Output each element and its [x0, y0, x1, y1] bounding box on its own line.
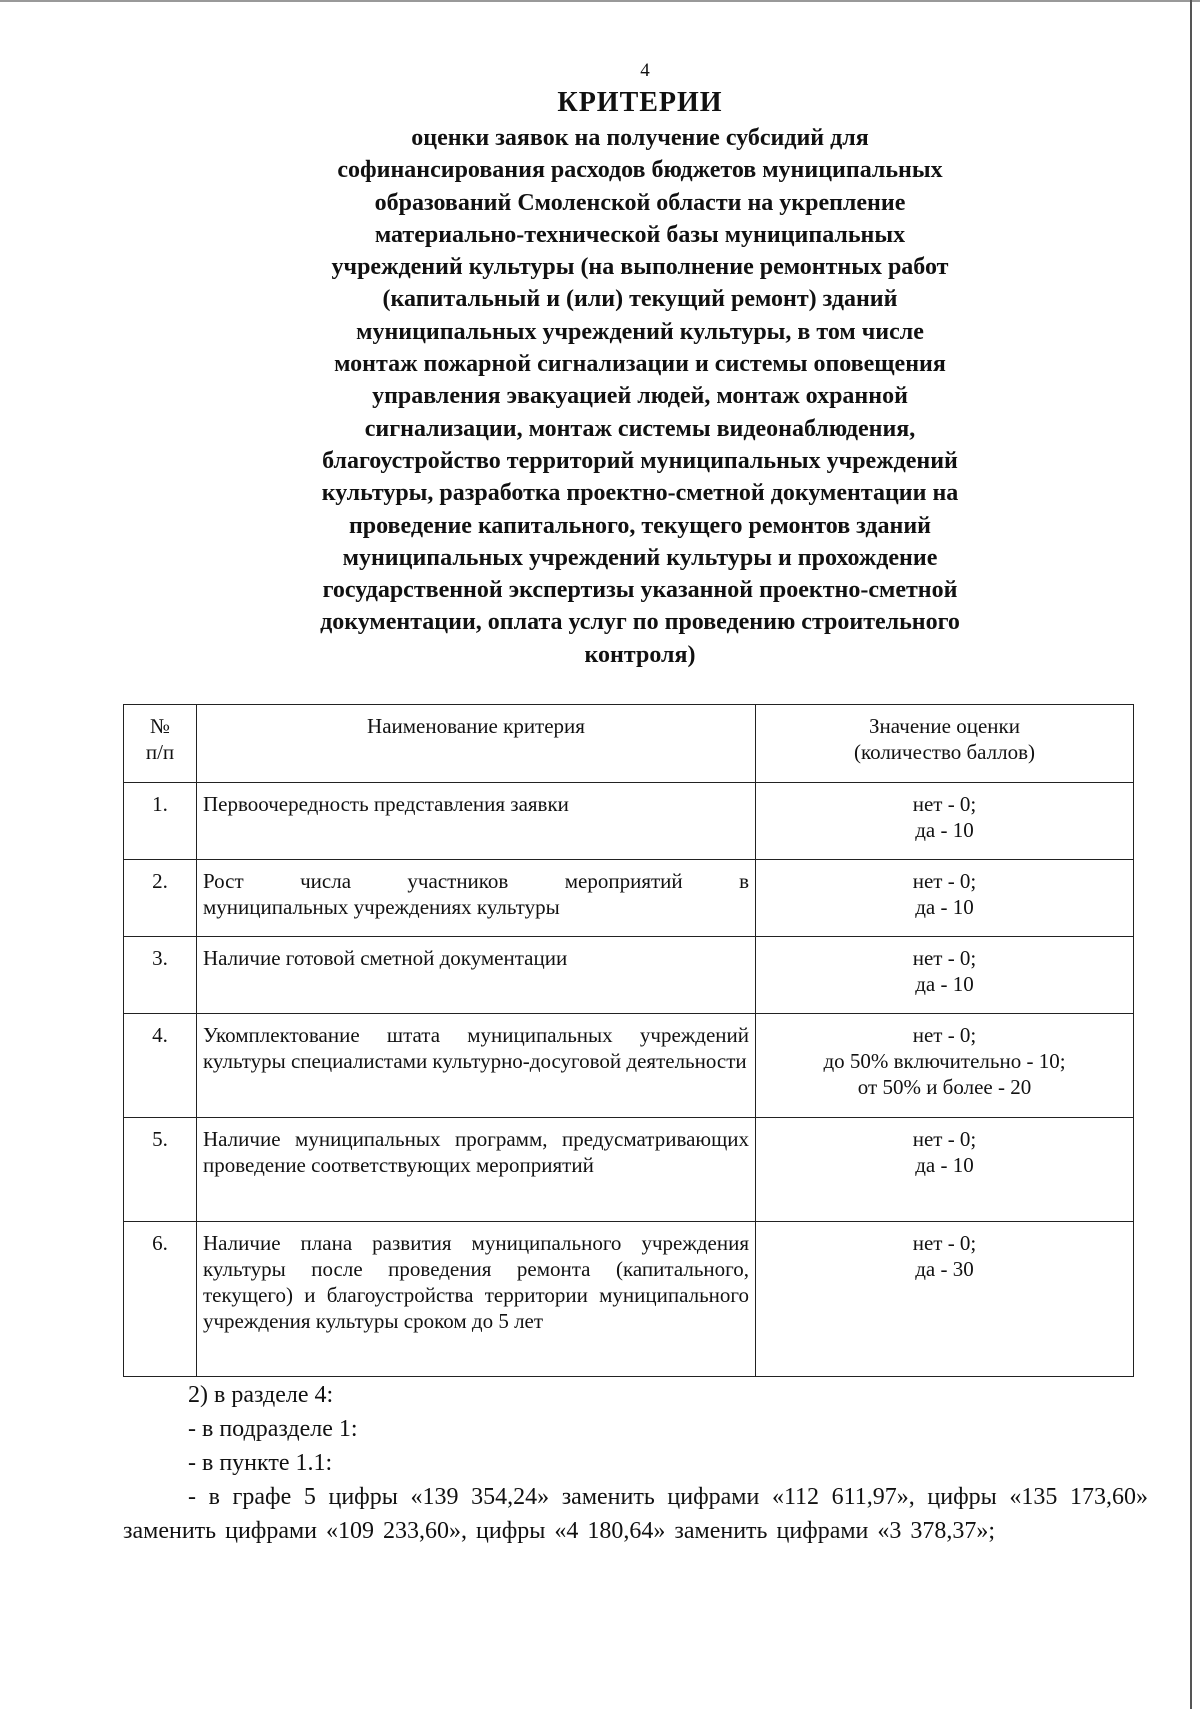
subtitle-line: оценки заявок на получение субсидий для — [411, 125, 869, 151]
header-score-value — [756, 705, 1134, 783]
score-value — [756, 937, 1134, 1014]
scan-right-edge — [1190, 0, 1192, 1709]
header-number — [124, 705, 197, 783]
document-title: КРИТЕРИИ — [557, 87, 723, 118]
header-criterion-name: Наименование критерия — [197, 705, 756, 783]
score-line: от 50% и более - 20 — [857, 1075, 1032, 1099]
criterion-name: Наличие готовой сметной документации — [197, 937, 756, 1014]
criterion-name-line: Рост числа участников мероприятий в — [203, 869, 749, 893]
amendment-line: - в подразделе 1: — [188, 1416, 358, 1442]
subtitle-line: софинансирования расходов бюджетов муниципальных — [337, 157, 943, 184]
table-row — [124, 783, 1134, 860]
criterion-name — [197, 860, 756, 937]
header-value-line1: Значение оценки — [869, 714, 1020, 738]
subtitle-line: проведение капитального, текущего ремонтов зданий — [348, 512, 932, 539]
table-row — [124, 937, 1134, 1014]
subtitle-line: образований Смоленской области на укрепление — [374, 189, 906, 216]
score-value — [756, 1222, 1134, 1377]
subtitle-line: сигнализации, монтаж системы видеонаблюдения, — [364, 415, 916, 442]
score-value — [756, 860, 1134, 937]
header-number-line1: № — [149, 714, 171, 738]
criterion-name: Первоочередность представления заявки — [197, 783, 756, 860]
criteria-table — [123, 704, 1134, 1377]
table-row — [124, 1014, 1134, 1118]
score-line: нет - 0; — [912, 1023, 977, 1047]
subtitle-line: культуры, разработка проектно-сметной документации на — [321, 480, 959, 507]
score-line: нет - 0; — [912, 946, 977, 970]
subtitle-line: контроля) — [584, 641, 696, 668]
scan-top-edge — [0, 0, 1200, 2]
table-row — [124, 1118, 1134, 1222]
table-header-row — [124, 705, 1134, 783]
row-number: 2. — [124, 860, 197, 937]
score-line: да - 10 — [915, 895, 974, 919]
score-line: нет - 0; — [912, 869, 977, 893]
subtitle-line: учреждений культуры (на выполнение ремонтных работ — [331, 254, 949, 281]
score-value — [756, 783, 1134, 860]
row-number: 5. — [124, 1118, 197, 1222]
score-line: да - 30 — [915, 1257, 974, 1281]
document-title-block — [250, 84, 1030, 671]
row-number: 3. — [124, 937, 197, 1014]
amendment-line: 2) в разделе 4: — [188, 1382, 334, 1408]
subtitle-line: документации, оплата услуг по проведению строительного — [320, 609, 960, 636]
criterion-name-line: муниципальных учреждениях культуры — [203, 895, 560, 919]
row-number: 6. — [124, 1222, 197, 1377]
amendment-paragraph: - в графе 5 цифры «139 354,24» заменить цифрами «112 611,97», цифры «135 173,60» заменить цифрами «109 233,60», цифры «4 180,64» заменить цифрами «3 378,37»; — [123, 1484, 1148, 1544]
subtitle-line: государственной экспертизы указанной проектно-сметной — [322, 577, 958, 604]
page-number: 4 — [640, 60, 650, 81]
subtitle-line: муниципальных учреждений культуры, в том числе — [356, 318, 924, 345]
amendments-section — [123, 1378, 1148, 1548]
subtitle-line: муниципальных учреждений культуры и прохождение — [342, 544, 938, 571]
score-line: да - 10 — [915, 972, 974, 996]
table-row — [124, 1222, 1134, 1377]
criterion-name: Наличие муниципальных программ, предусматривающих проведение соответствующих мероприятий — [197, 1118, 756, 1222]
score-line: да - 10 — [915, 1153, 974, 1177]
subtitle-line: управления эвакуацией людей, монтаж охранной — [372, 383, 908, 410]
score-line: нет - 0; — [912, 792, 977, 816]
score-value — [756, 1118, 1134, 1222]
header-number-line2: п/п — [145, 740, 175, 764]
subtitle-line: благоустройство территорий муниципальных учреждений — [322, 447, 958, 474]
subtitle-line: монтаж пожарной сигнализации и системы оповещения — [334, 351, 946, 378]
score-value — [756, 1014, 1134, 1118]
row-number: 4. — [124, 1014, 197, 1118]
subtitle-line: материально-технической базы муниципальных — [374, 221, 906, 248]
criterion-name: Наличие плана развития муниципального учреждения культуры после проведения ремонта (капитального, текущего) и благоустройства территории муниципального учреждения культуры сроком до 5 лет — [197, 1222, 756, 1377]
document-subtitle — [250, 122, 1030, 671]
table-row — [124, 860, 1134, 937]
score-line: нет - 0; — [912, 1127, 977, 1151]
score-line: да - 10 — [915, 818, 974, 842]
subtitle-line: (капитальный и (или) текущий ремонт) зданий — [382, 286, 898, 313]
amendment-line: - в пункте 1.1: — [188, 1450, 333, 1476]
score-line: нет - 0; — [912, 1231, 977, 1255]
score-line: до 50% включительно - 10; — [823, 1049, 1066, 1073]
header-value-line2: (количество баллов) — [853, 740, 1036, 764]
criterion-name: Укомплектование штата муниципальных учреждений культуры специалистами культурно-досуговой деятельности — [197, 1014, 756, 1118]
row-number: 1. — [124, 783, 197, 860]
